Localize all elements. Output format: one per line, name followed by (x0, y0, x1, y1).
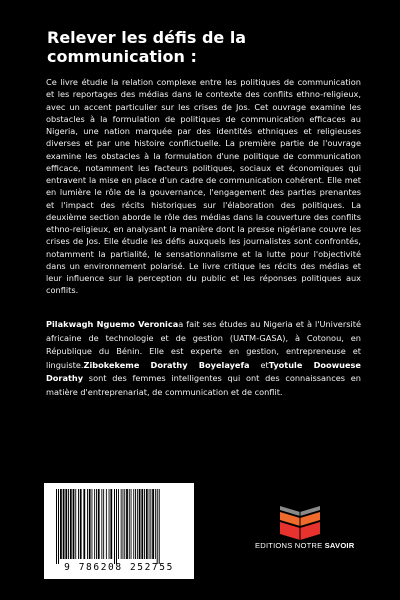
barcode-bar (135, 489, 136, 559)
publisher-name-light: EDITIONS NOTRE (255, 541, 325, 550)
barcode-bar (152, 489, 154, 559)
barcode-bar (159, 489, 160, 564)
author-name-3: Tyotule Doowuese Dorathy (46, 359, 361, 384)
barcode-bar (109, 489, 110, 559)
barcode-bar (139, 489, 141, 559)
publisher-name (255, 541, 355, 550)
publisher-logo-block (255, 500, 355, 560)
author-name-1: Pilakwagh Nguemo Veronica (46, 319, 179, 329)
barcode-bar (73, 489, 75, 559)
barcode-bar (116, 489, 117, 564)
barcode-bar (63, 489, 65, 559)
barcode-bar (60, 489, 62, 559)
barcode-bar (121, 489, 122, 559)
barcode-bar (157, 489, 158, 564)
barcode-bar (92, 489, 93, 559)
barcode-bar (89, 489, 91, 559)
barcode-bar (110, 489, 112, 559)
barcode-bar (87, 489, 88, 559)
isbn-number: 9 786208 252755 (64, 562, 174, 573)
barcode-bar (70, 489, 72, 559)
barcode-bar (65, 489, 67, 559)
barcode-bar (68, 489, 69, 559)
barcode-bar (56, 489, 57, 564)
barcode-bar (103, 489, 104, 559)
book-description: Ce livre étudie la relation complexe entre les politiques de communication et les reportages des médias dans le contexte des conflits ethno-religieux, avec un accent particulier sur les crises de Jos. Cet ouvrage examine les obstacles à la formulation de politiques de communication efficaces au Nigeria, une nation marquée par des identités ethniques et religieuses diverses et par une histoire conflictuelle. La première partie de l'ouvrage examine les obstacles à la formulation d'une politique de communication efficace, notamment les facteurs politiques, sociaux et économiques qui entravent la mise en place d'un cadre de communication cohérent. Elle met en lumière le rôle de la gouvernance, l'engagement des parties prenantes et l'impact des récits historiques sur l'élaboration des politiques. La deuxième section aborde le rôle des médias dans la couverture des conflits ethno-religieux, en analysant la manière dont la presse nigériane couvre les crises de Jos. Elle étudie les défis auxquels les journalistes sont confrontés, notamment la partialité, le sensationnalisme et la lutte pour l'objectivité dans un environnement polarisé. Le livre critique les récits des médias et leur influence sur la perception du public et les réponses politiques aux conflits. (46, 77, 361, 296)
barcode-bar (78, 489, 79, 559)
barcode-bar (114, 489, 115, 564)
barcode-bar (98, 489, 100, 559)
barcode-bar (75, 489, 76, 559)
barcode-bar (155, 489, 156, 559)
barcode-bar (149, 489, 150, 559)
barcode-bar (106, 489, 107, 559)
barcode-bar (96, 489, 97, 559)
isbn-barcode (44, 483, 194, 579)
barcode-bar (123, 489, 124, 559)
barcode-bar (118, 489, 119, 559)
bio-text-2: sont des femmes intelligentes qui ont des connaissances en matière d'entreprenariat, de communication et de conflit. (46, 373, 361, 397)
barcode-bar (94, 489, 95, 559)
author-name-2: Zibokekeme Dorathy Boyelayefa (83, 359, 250, 370)
barcode-bar (58, 489, 59, 564)
barcode-bar (150, 489, 151, 559)
book-title: Relever les défis de la communication : (47, 28, 247, 66)
barcode-bar (131, 489, 132, 559)
open-book-icon (255, 500, 345, 540)
author-bio (46, 318, 361, 400)
barcode-bar (141, 489, 143, 559)
bio-joiner: et (249, 359, 269, 370)
barcode-bar (101, 489, 102, 559)
barcode-bar (137, 489, 138, 559)
bio-text-1: a fait ses études au Nigeria et à l'Université africaine de technologie et de gestion (UATM-GASA), à Cotonou, en République du Bénin. Elle est experte en gestion, entrepreneuse et linguiste. (46, 319, 361, 370)
barcode-bar (124, 489, 125, 559)
barcode-bar (83, 489, 85, 559)
barcode-bar (80, 489, 82, 559)
barcode-bar (144, 489, 145, 559)
barcode-bar (146, 489, 148, 559)
publisher-name-bold: SAVOIR (324, 541, 355, 550)
barcode-bar (129, 489, 130, 559)
barcode-bar (133, 489, 134, 559)
barcode-bar (126, 489, 128, 559)
